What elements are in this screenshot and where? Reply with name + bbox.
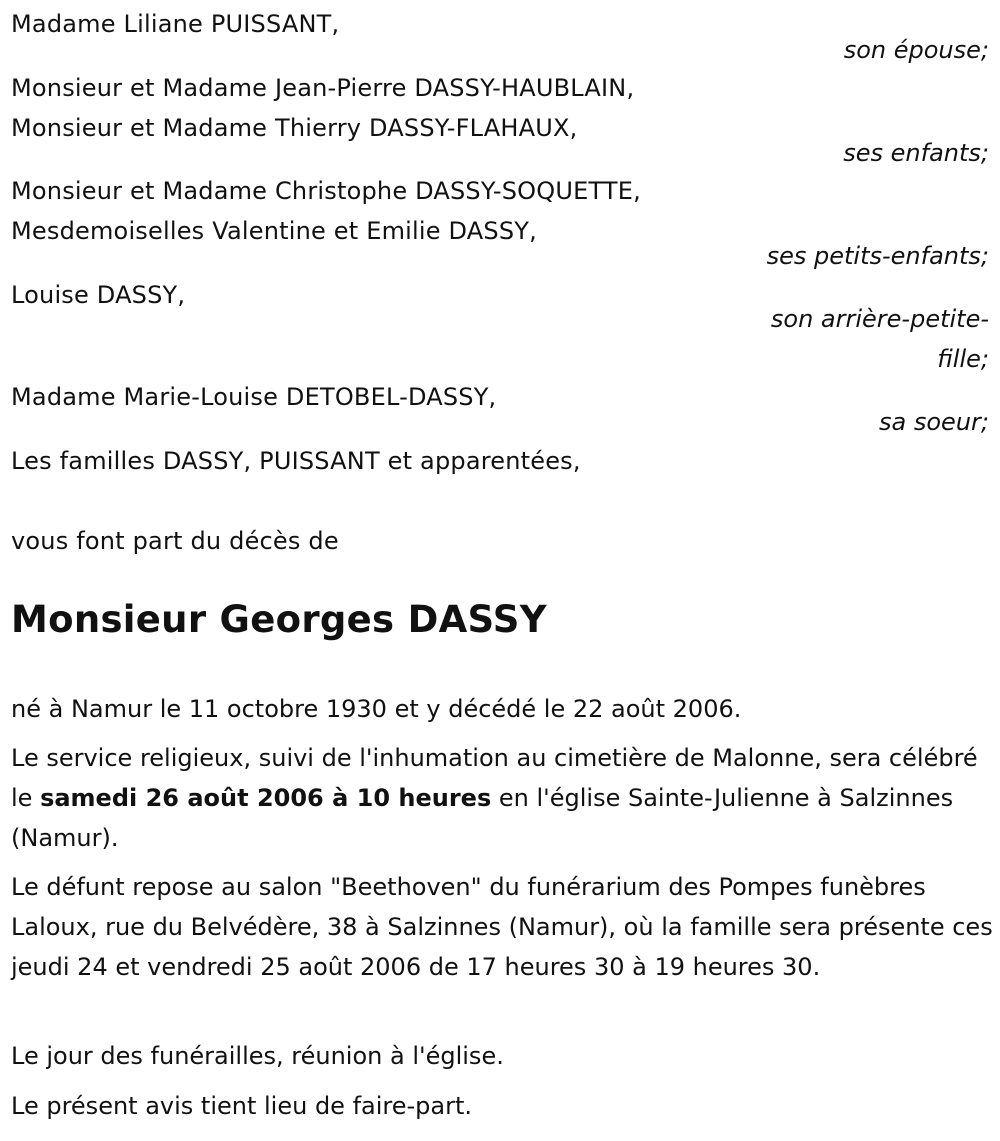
spouse-relation: son épouse;: [843, 36, 989, 64]
service-text-start: Le service religieux, suivi de l'inhumation au cimetière de Malonne, sera célébré le: [11, 744, 978, 812]
deceased-name: Monsieur Georges DASSY: [11, 598, 547, 641]
sister-relation: sa soeur;: [879, 408, 989, 436]
grandchildren-relation: ses petits-enfants;: [766, 242, 989, 270]
grandchild-2-name: Mesdemoiselles Valentine et Emilie DASSY,: [11, 217, 537, 245]
spouse-name: Madame Liliane PUISSANT,: [11, 10, 340, 38]
service-paragraph: [11, 738, 996, 858]
grandchild-1-name: Monsieur et Madame Christophe DASSY-SOQUETTE,: [11, 177, 641, 205]
service-date: samedi 26 août 2006 à 10 heures: [40, 784, 492, 812]
intro-line: vous font part du décès de: [11, 527, 339, 555]
meeting-line: Le jour des funérailles, réunion à l'église.: [11, 1042, 504, 1070]
notice-line: Le présent avis tient lieu de faire-part.: [11, 1092, 473, 1120]
service-text-end: en l'église Sainte-Julienne à Salzinnes (Namur).: [11, 784, 954, 852]
birth-death-line: né à Namur le 11 octobre 1930 et y décédé le 22 août 2006.: [11, 695, 742, 723]
child-2-name: Monsieur et Madame Thierry DASSY-FLAHAUX,: [11, 114, 578, 142]
great-grandchild-relation-line-1: son arrière-petite-: [770, 305, 989, 333]
families-line: Les familles DASSY, PUISSANT et apparentées,: [11, 447, 581, 475]
great-grandchild-relation-line-2: fille;: [937, 345, 989, 373]
children-relation: ses enfants;: [843, 139, 989, 167]
great-grandchild-name: Louise DASSY,: [11, 281, 186, 309]
sister-name: Madame Marie-Louise DETOBEL-DASSY,: [11, 383, 497, 411]
viewing-paragraph: Le défunt repose au salon "Beethoven" du funérarium des Pompes funèbres Laloux, rue du Belvédère, 38 à Salzinnes (Namur), où la famille sera présente ces jeudi 24 et vendredi 25 août 2006 de 17 heures 30 à 19 heures 30.: [11, 873, 993, 981]
child-1-name: Monsieur et Madame Jean-Pierre DASSY-HAUBLAIN,: [11, 74, 635, 102]
